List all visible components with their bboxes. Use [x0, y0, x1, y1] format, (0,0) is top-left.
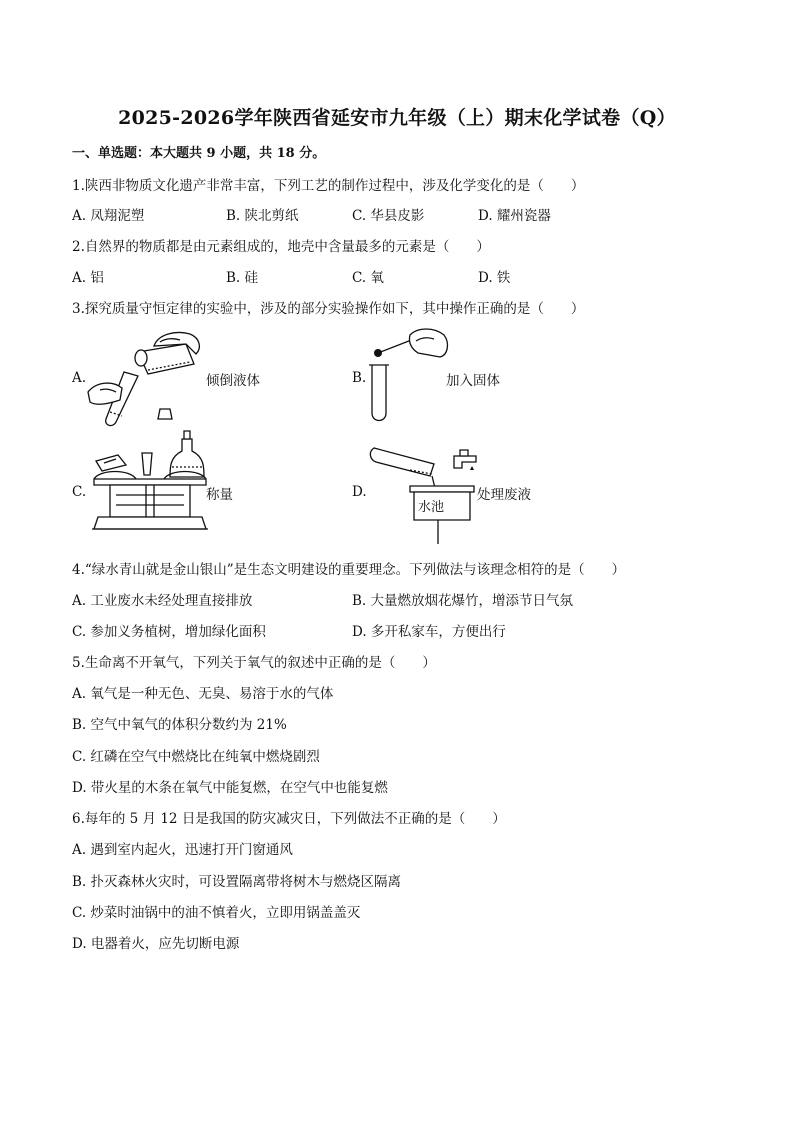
q3-caption-d: 处理废液 — [477, 487, 531, 503]
question-6-stem: 6.每年的 5 月 12 日是我国的防灾减灾日，下列做法不正确的是（ ） — [72, 811, 506, 827]
question-1-stem: 1.陕西非物质文化遗产非常丰富，下列工艺的制作过程中，涉及化学变化的是（ ） — [72, 178, 585, 194]
sink-label: 水池 — [418, 500, 445, 515]
q2-option-b: B. 硅 — [226, 270, 259, 286]
q2-option-a: A. 铝 — [72, 270, 104, 286]
q2-option-d: D. 铁 — [478, 270, 511, 286]
question-2-stem: 2.自然界的物质都是由元素组成的，地壳中含量最多的元素是（ ） — [72, 239, 490, 255]
question-4-stem: 4.“绿水青山就是金山银山”是生态文明建设的重要理念。下列做法与该理念相符的是（ ） — [72, 562, 626, 578]
q6-option-d: D. 电器着火，应先切断电源 — [72, 936, 240, 952]
sink-disposal-illustration — [366, 440, 482, 550]
q5-option-d: D. 带火星的木条在氧气中能复燃，在空气中也能复燃 — [72, 780, 388, 796]
q5-option-c: C. 红磷在空气中燃烧比在纯氧中燃烧剧烈 — [72, 749, 320, 765]
q4-option-b: B. 大量燃放烟花爆竹，增添节日气氛 — [352, 593, 574, 609]
q6-option-c: C. 炒菜时油锅中的油不慎着火，立即用锅盖盖灭 — [72, 905, 361, 921]
q1-option-d: D. 耀州瓷器 — [478, 208, 551, 224]
q4-option-d: D. 多开私家车，方便出行 — [352, 624, 506, 640]
balance-illustration — [90, 405, 210, 545]
adding-solid-illustration — [366, 325, 456, 425]
q3-option-d: D. — [352, 484, 367, 500]
q3-option-c: C. — [72, 484, 87, 500]
q6-option-b: B. 扑灭森林火灾时，可设置隔离带将树木与燃烧区隔离 — [72, 874, 402, 890]
q1-option-b: B. 陕北剪纸 — [226, 208, 299, 224]
q6-option-a: A. 遇到室内起火，迅速打开门窗通风 — [72, 842, 293, 858]
page-title: 2025-2026学年陕西省延安市九年级（上）期末化学试卷（Q） — [118, 107, 676, 129]
q1-option-a: A. 凤翔泥塑 — [72, 208, 145, 224]
q3-caption-a: 倾倒液体 — [206, 373, 260, 389]
q5-option-a: A. 氧气是一种无色、无臭、易溶于水的气体 — [72, 686, 334, 702]
q5-option-b: B. 空气中氧气的体积分数约为 21% — [72, 717, 287, 733]
question-5-stem: 5.生命离不开氧气，下列关于氧气的叙述中正确的是（ ） — [72, 655, 436, 671]
q4-option-a: A. 工业废水未经处理直接排放 — [72, 593, 253, 609]
q3-option-b: B. — [352, 370, 367, 386]
q4-option-c: C. 参加义务植树，增加绿化面积 — [72, 624, 266, 640]
q3-caption-c: 称量 — [206, 487, 233, 503]
question-3-stem: 3.探究质量守恒定律的实验中，涉及的部分实验操作如下，其中操作正确的是（ ） — [72, 301, 585, 317]
q3-caption-b: 加入固体 — [446, 373, 500, 389]
q1-option-c: C. 华县皮影 — [352, 208, 425, 224]
section-heading: 一、单选题：本大题共 9 小题，共 18 分。 — [72, 146, 326, 161]
q3-option-a: A. — [72, 370, 87, 386]
q2-option-c: C. 氧 — [352, 270, 384, 286]
